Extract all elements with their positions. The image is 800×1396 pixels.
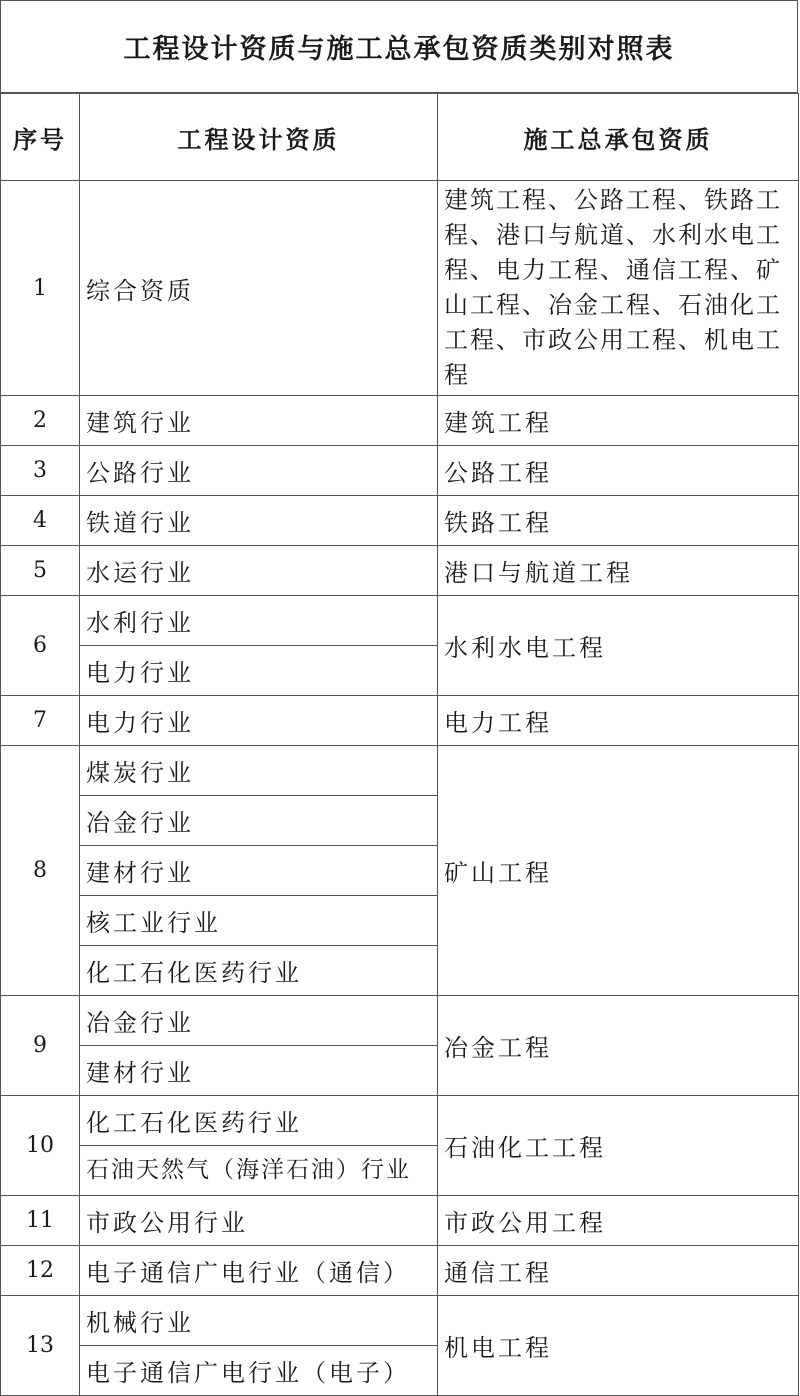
row-number: 5 (1, 546, 80, 596)
table-row (1, 396, 799, 446)
row-number: 1 (1, 181, 80, 396)
table-row (1, 1296, 799, 1346)
design-qualification-cell: 电子通信广电行业（通信） (80, 1246, 438, 1296)
construction-qualification-cell: 建筑工程、公路工程、铁路工程、港口与航道、水利水电工程、电力工程、通信工程、矿山工程、冶金工程、石油化工工程、市政公用工程、机电工程 (438, 181, 799, 396)
design-qualification-cell: 综合资质 (80, 181, 438, 396)
table-row (1, 496, 799, 546)
construction-qualification-cell: 矿山工程 (438, 746, 799, 996)
design-qualification-cell: 化工石化医药行业 (80, 946, 438, 996)
table-row (1, 1096, 799, 1146)
design-qualification-cell: 机械行业 (80, 1296, 438, 1346)
table-row (1, 446, 799, 496)
design-qualification-cell: 电力行业 (80, 696, 438, 746)
design-qualification-cell: 铁道行业 (80, 496, 438, 546)
construction-qualification-cell: 电力工程 (438, 696, 799, 746)
design-qualification-cell: 市政公用行业 (80, 1196, 438, 1246)
row-number: 12 (1, 1246, 80, 1296)
table-title: 工程设计资质与施工总承包资质类别对照表 (0, 0, 798, 93)
construction-qualification-cell: 机电工程 (438, 1296, 799, 1396)
design-qualification-cell: 建材行业 (80, 846, 438, 896)
table-row (1, 696, 799, 746)
comparison-table (0, 93, 799, 1396)
table-row (1, 181, 799, 396)
design-qualification-cell: 煤炭行业 (80, 746, 438, 796)
header-construction: 施工总承包资质 (438, 94, 799, 181)
row-number: 4 (1, 496, 80, 546)
design-qualification-cell: 水运行业 (80, 546, 438, 596)
row-number: 13 (1, 1296, 80, 1396)
header-no: 序号 (1, 94, 80, 181)
construction-qualification-cell: 水利水电工程 (438, 596, 799, 696)
header-row (1, 94, 799, 181)
design-qualification-cell: 冶金行业 (80, 796, 438, 846)
design-qualification-cell: 建材行业 (80, 1046, 438, 1096)
construction-qualification-cell: 通信工程 (438, 1246, 799, 1296)
header-design: 工程设计资质 (80, 94, 438, 181)
construction-qualification-cell: 市政公用工程 (438, 1196, 799, 1246)
design-qualification-cell: 核工业行业 (80, 896, 438, 946)
table-row (1, 996, 799, 1046)
row-number: 10 (1, 1096, 80, 1196)
table-body (1, 181, 799, 1396)
table-row (1, 746, 799, 796)
design-qualification-cell: 建筑行业 (80, 396, 438, 446)
construction-qualification-cell: 铁路工程 (438, 496, 799, 546)
design-qualification-cell: 水利行业 (80, 596, 438, 646)
design-qualification-cell: 化工石化医药行业 (80, 1096, 438, 1146)
construction-qualification-cell: 冶金工程 (438, 996, 799, 1096)
construction-qualification-cell: 公路工程 (438, 446, 799, 496)
design-qualification-cell: 冶金行业 (80, 996, 438, 1046)
table-row (1, 546, 799, 596)
construction-qualification-cell: 港口与航道工程 (438, 546, 799, 596)
row-number: 8 (1, 746, 80, 996)
design-qualification-cell: 公路行业 (80, 446, 438, 496)
construction-qualification-cell: 石油化工工程 (438, 1096, 799, 1196)
table-row (1, 1196, 799, 1246)
row-number: 6 (1, 596, 80, 696)
row-number: 7 (1, 696, 80, 746)
table-row (1, 596, 799, 646)
design-qualification-cell: 石油天然气（海洋石油）行业 (80, 1146, 438, 1196)
row-number: 3 (1, 446, 80, 496)
design-qualification-cell: 电力行业 (80, 646, 438, 696)
design-qualification-cell: 电子通信广电行业（电子） (80, 1346, 438, 1396)
row-number: 11 (1, 1196, 80, 1246)
table-row (1, 1246, 799, 1296)
construction-qualification-cell: 建筑工程 (438, 396, 799, 446)
row-number: 9 (1, 996, 80, 1096)
row-number: 2 (1, 396, 80, 446)
